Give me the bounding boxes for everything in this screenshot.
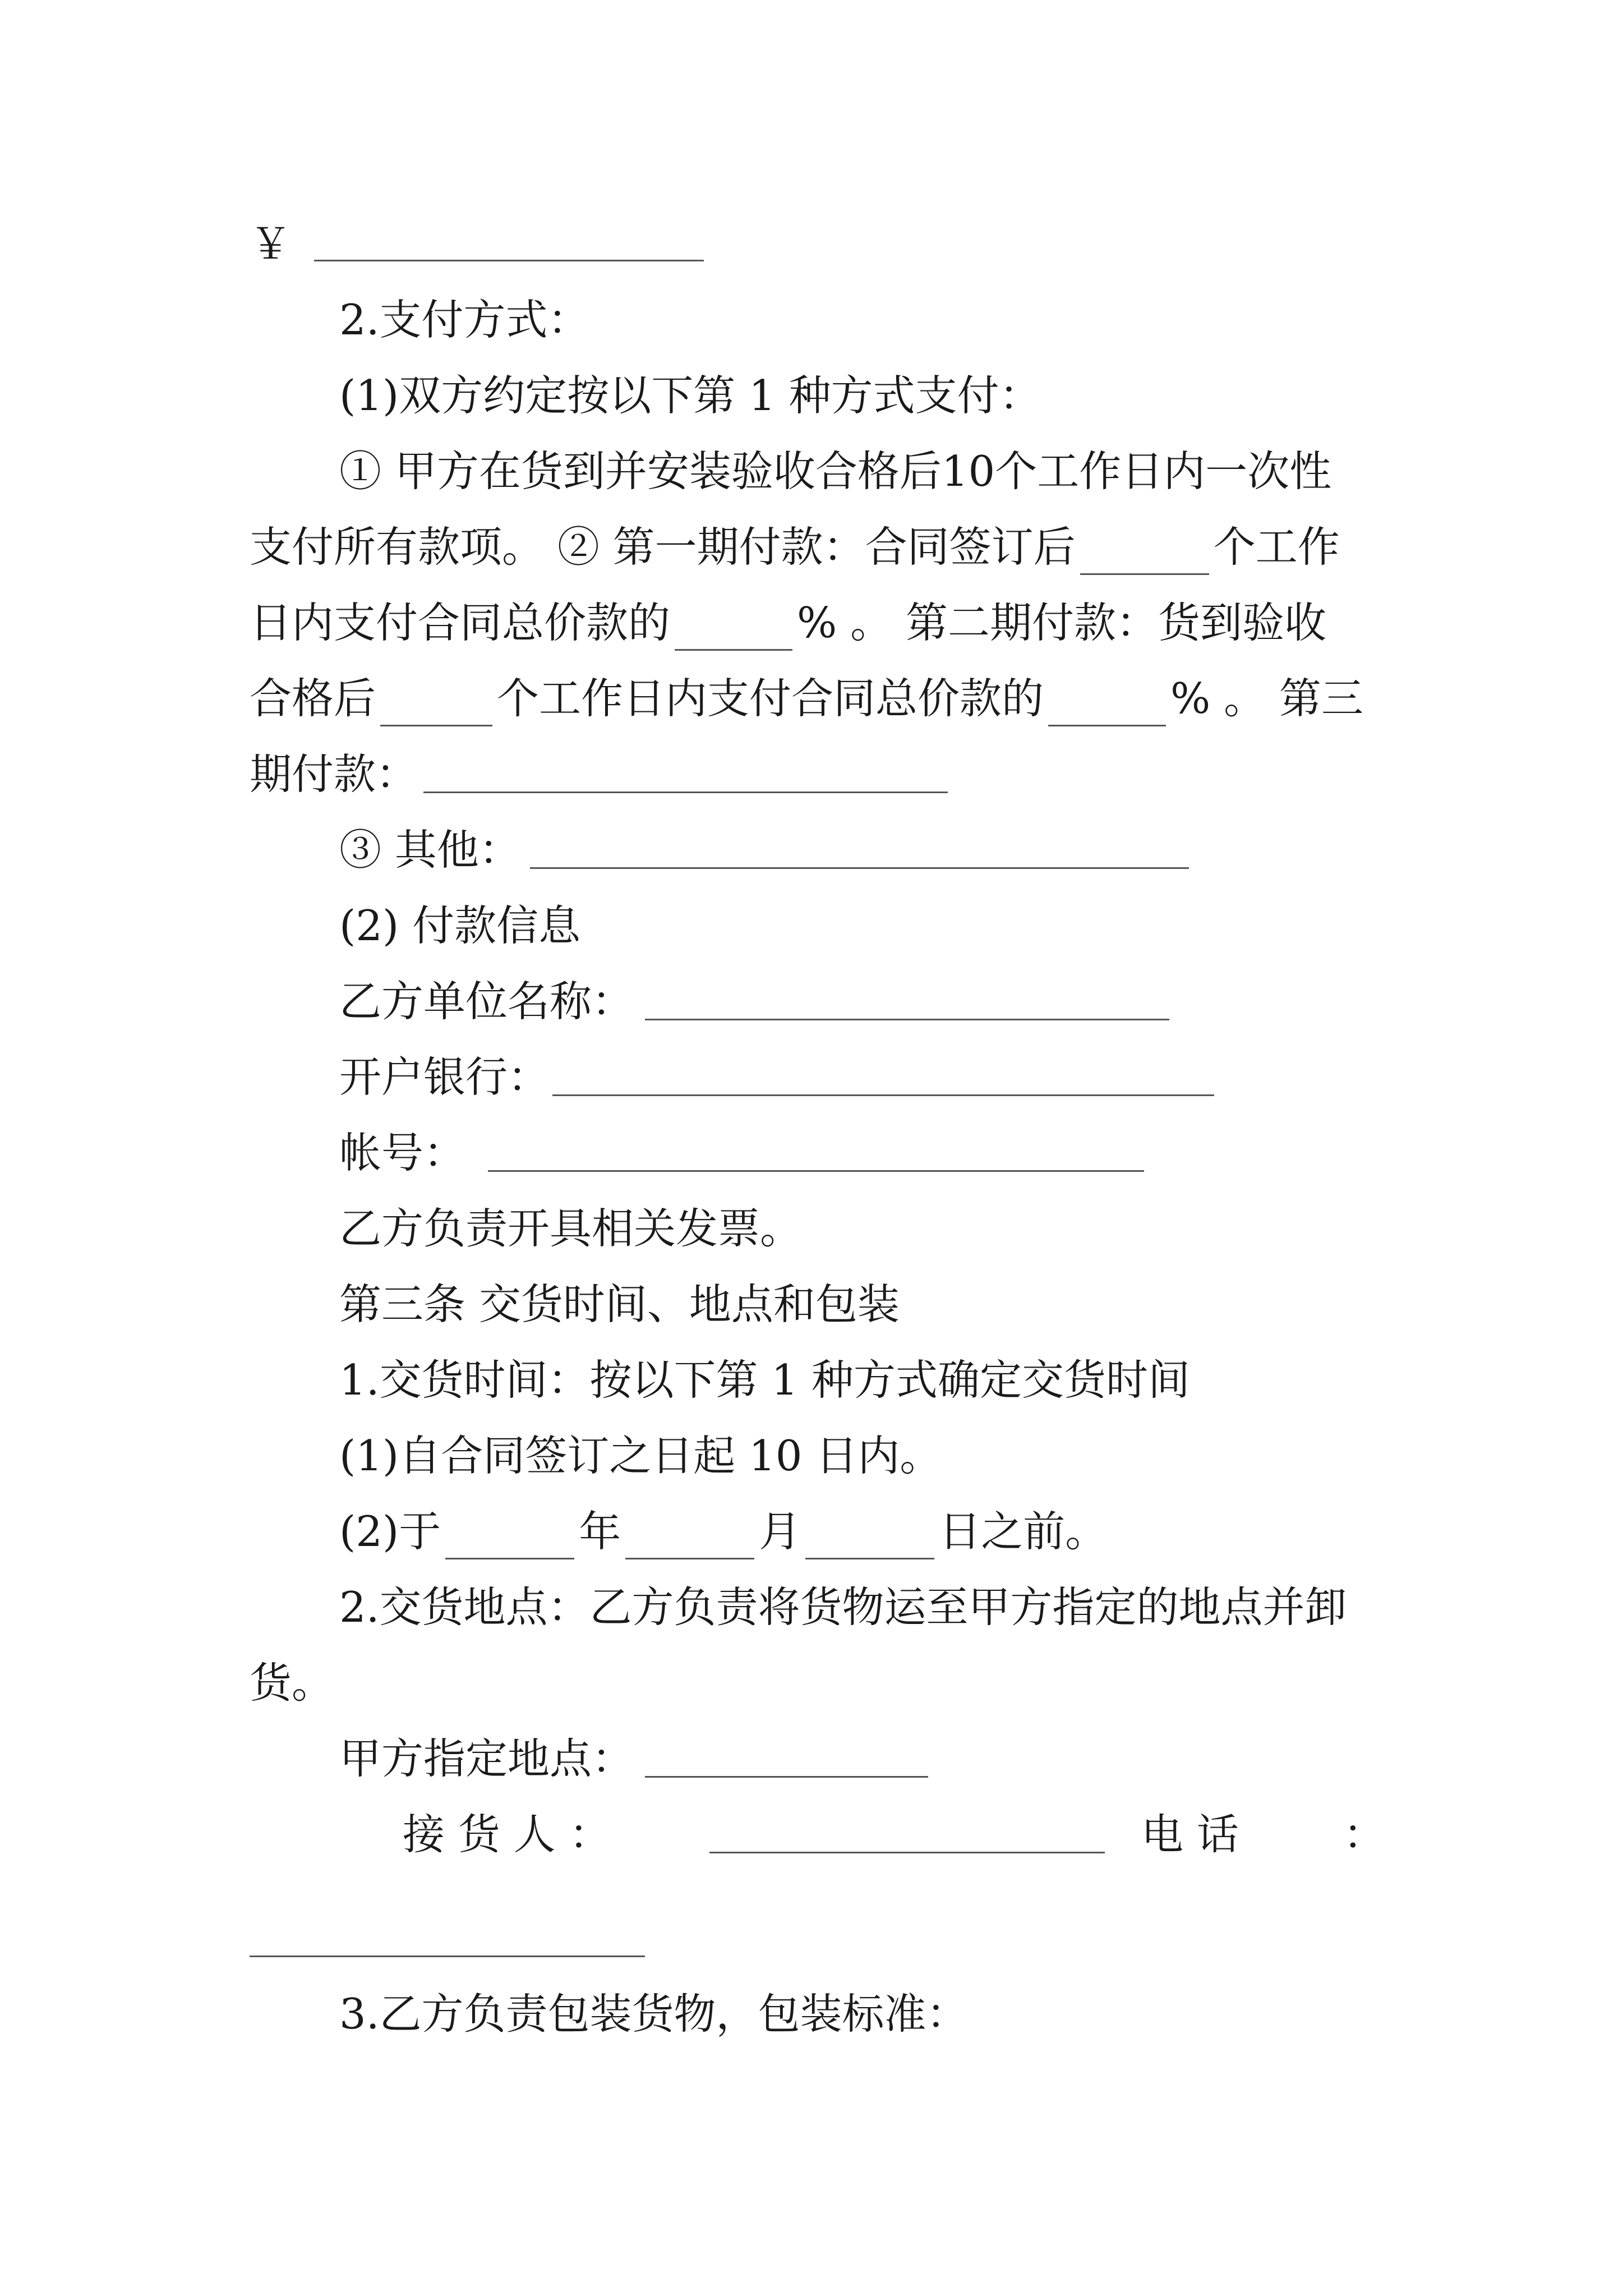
- text-segment: 月: [759, 1507, 801, 1556]
- text-segment: 甲方指定地点：: [339, 1734, 634, 1783]
- text-segment: % 。 第二期付款：货到验收: [797, 598, 1326, 647]
- blank-percent-1: [675, 608, 792, 651]
- paragraph-line: [250, 595, 1394, 651]
- text-segment: ：: [1343, 1810, 1386, 1859]
- text-segment: 日内支付合同总价款的: [250, 598, 671, 647]
- text-segment: 接 货 人 ：: [403, 1810, 611, 1859]
- article-heading: 第三条 交货时间、地点和包装: [339, 1280, 900, 1329]
- blank-other: [530, 867, 1189, 869]
- text-segment: 乙方单位名称：: [339, 977, 634, 1026]
- packaging-line: 3.乙方负责包装货物，包装标准：: [339, 1989, 969, 2039]
- paragraph-line: 货。: [250, 1658, 334, 1708]
- blank-month: [625, 1516, 754, 1559]
- blank-percent-2: [1048, 683, 1166, 726]
- price-line: [250, 216, 1394, 272]
- text-segment: 日之前。: [939, 1507, 1108, 1556]
- currency-symbol: ￥: [250, 219, 292, 269]
- text-segment: % 。 第三: [1170, 674, 1363, 723]
- account-line: [339, 1125, 1394, 1181]
- text-segment: 期付款：: [250, 749, 418, 799]
- text-segment: 个工作日内支付合同总价款的: [497, 674, 1044, 723]
- price-blank: [314, 260, 704, 261]
- blank-year: [445, 1516, 574, 1559]
- payment-option-3: [339, 822, 1394, 878]
- paragraph-line: [250, 746, 1394, 802]
- receiver-label: [403, 1806, 706, 1862]
- delivery-option-1: (1)自合同签订之日起 10 日内。: [339, 1431, 942, 1480]
- payment-method-heading: 2.支付方式：: [339, 295, 590, 344]
- delivery-time-heading: 1.交货时间：按以下第 1 种方式确定交货时间: [339, 1355, 1190, 1405]
- text-segment: ③ 其他：: [339, 825, 521, 875]
- blank-phone: [250, 1955, 645, 1957]
- text-segment: 支付所有款项。 ② 第一期付款：合同签订后: [250, 522, 1076, 572]
- delivery-option-2: [339, 1503, 1394, 1559]
- blank-designated-place: [645, 1776, 928, 1778]
- blank-bank: [552, 1094, 1214, 1096]
- blank-receiver: [709, 1852, 1105, 1853]
- text-segment: 个工作: [1213, 522, 1340, 572]
- invoice-note: 乙方负责开具相关发票。: [339, 1204, 803, 1253]
- payment-option-1: ① 甲方在货到并安装验收合格后10个工作日内一次性: [339, 447, 1332, 496]
- paragraph-line: [250, 670, 1394, 726]
- blank-day: [805, 1516, 934, 1559]
- phone-colon: [1343, 1806, 1394, 1862]
- payee-name-line: [339, 973, 1394, 1029]
- text-segment: 年: [579, 1507, 621, 1556]
- delivery-place: 2.交货地点：乙方负责将货物运至甲方指定的地点并卸: [339, 1582, 1347, 1632]
- blank-workdays-1: [1080, 532, 1209, 575]
- bank-line: [339, 1049, 1394, 1105]
- blank-account: [488, 1170, 1144, 1172]
- text-segment: 开户银行：: [339, 1052, 550, 1102]
- designated-place-line: [339, 1731, 1394, 1787]
- paragraph-line: [250, 519, 1394, 575]
- text-segment: 电 话: [1141, 1810, 1239, 1859]
- text-segment: 帐号：: [339, 1128, 466, 1177]
- payment-info-heading: (2) 付款信息: [339, 901, 581, 950]
- blank-payee-name: [645, 1019, 1169, 1020]
- text-segment: 合格后: [250, 674, 376, 723]
- blank-third-payment: [423, 792, 948, 793]
- blank-workdays-2: [380, 683, 492, 726]
- phone-label: [1141, 1806, 1298, 1862]
- text-segment: (2)于: [339, 1507, 441, 1556]
- payment-option-intro: (1)双方约定按以下第 1 种方式支付：: [339, 371, 1041, 420]
